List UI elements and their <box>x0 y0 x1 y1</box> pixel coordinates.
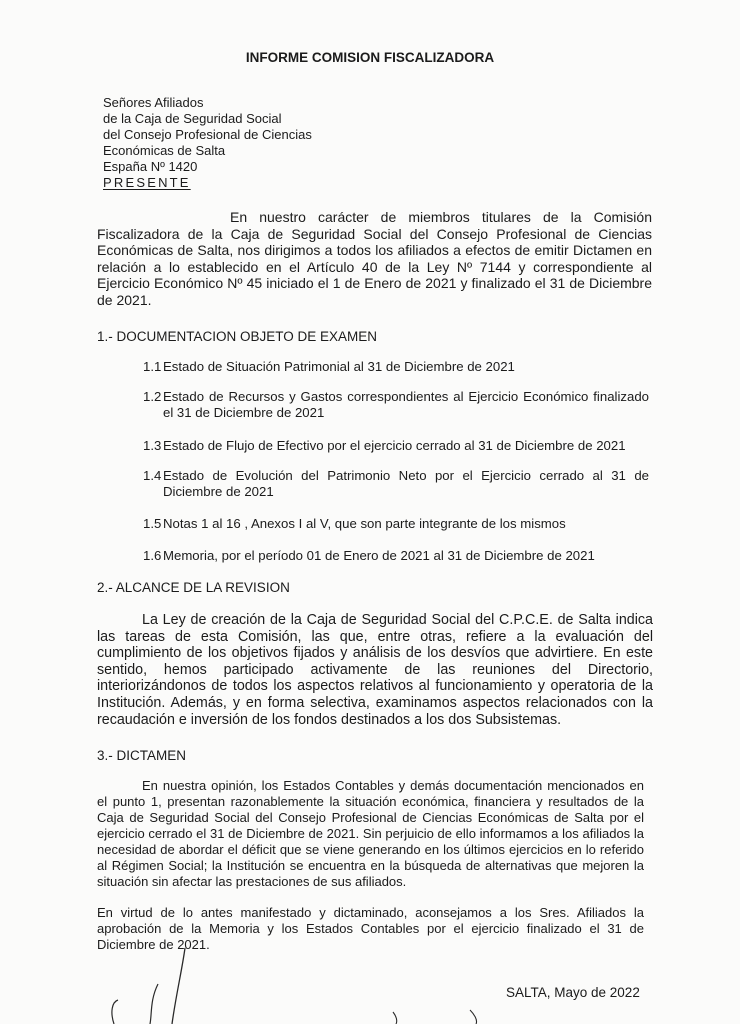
signature-marks <box>0 940 740 1024</box>
item-text: Notas 1 al 16 , Anexos I al V, que son parte integrante de los mismos <box>163 516 566 531</box>
intro-paragraph: En nuestro carácter de miembros titulares de la Comisión Fiscalizadora de la Caja de Seguridad Social del Consejo Profesional de Ciencias Económicas de Salta, nos dirigimos a todos los afiliados a efectos de emitir Dictamen en relación a lo establecido en el Artículo 40 de la Ley Nº 7144 y correspondiente al Ejercicio Económico Nº 45 iniciado el 1 de Enero de 2021 y finalizado el 31 de Diciembre de 2021. <box>97 209 652 308</box>
section2-heading: 2.- ALCANCE DE LA REVISION <box>97 580 290 595</box>
recipient-line-3: del Consejo Profesional de Ciencias <box>103 127 312 142</box>
item-text: Estado de Evolución del Patrimonio Neto por el Ejercicio cerrado al 31 de Diciembre de 2021 <box>163 468 649 499</box>
item-number: 1.4 <box>143 468 162 483</box>
item-number: 1.6 <box>143 548 162 563</box>
item-number: 1.2 <box>143 389 162 404</box>
presente-label: PRESENTE <box>103 175 191 190</box>
item-number: 1.3 <box>143 438 162 453</box>
recipient-line-2: de la Caja de Seguridad Social <box>103 111 282 126</box>
item-text: Memoria, por el período 01 de Enero de 2021 al 31 de Diciembre de 2021 <box>163 548 595 563</box>
item-number: 1.1 <box>143 359 162 374</box>
section2-paragraph: La Ley de creación de la Caja de Seguridad Social del C.P.C.E. de Salta indica las tareas de esta Comisión, las que, entre otras, refiere a la evaluación del cumplimiento de los objetivos fijados y análisis de los desvíos que advirtiere. En este sentido, hemos participado activamente de las reuniones del Directorio, interiorizándonos de todos los aspectos relativos al funcionamiento y operatoria de la Institución. Además, y en forma selectiva, examinamos aspectos relacionados con la recaudación e inversión de los fondos destinados a los dos Subsistemas. <box>97 612 653 728</box>
recipient-line-1: Señores Afiliados <box>103 95 204 110</box>
recipient-line-4: Económicas de Salta <box>103 143 226 158</box>
item-text: Estado de Situación Patrimonial al 31 de Diciembre de 2021 <box>163 359 515 374</box>
recipient-line-5: España Nº 1420 <box>103 159 198 174</box>
section3-heading: 3.- DICTAMEN <box>97 748 187 763</box>
section3-paragraph-2: En virtud de lo antes manifestado y dictaminado, aconsejamos a los Sres. Afiliados la aprobación de la Memoria y los Estados Contables por el ejercicio finalizado el 31 de Diciembre de 2021. <box>97 905 644 952</box>
place-date: SALTA, Mayo de 2022 <box>506 985 640 1000</box>
item-text: Estado de Recursos y Gastos correspondientes al Ejercicio Económico finalizado el 31 de Diciembre de 2021 <box>163 389 649 420</box>
item-number: 1.5 <box>143 516 162 531</box>
section3-paragraph-1: En nuestra opinión, los Estados Contables y demás documentación mencionados en el punto 1, presentan razonablemente la situación económica, financiera y resultados de la Caja de Seguridad Social del Consejo Profesional de Ciencias Económicas de Salta por el ejercicio cerrado el 31 de Diciembre de 2021. Sin perjuicio de ello informamos a los afiliados la necesidad de abordar el déficit que se viene generando en los últimos ejercicios en lo referido al Régimen Social; la Institución se encuentra en la búsqueda de alternativas que mejoren la situación sin afectar las prestaciones de sus afiliados. <box>97 778 644 889</box>
item-text: Estado de Flujo de Efectivo por el ejercicio cerrado al 31 de Diciembre de 2021 <box>163 438 626 453</box>
document-title: INFORME COMISION FISCALIZADORA <box>245 50 495 65</box>
section1-heading: 1.- DOCUMENTACION OBJETO DE EXAMEN <box>97 329 378 344</box>
